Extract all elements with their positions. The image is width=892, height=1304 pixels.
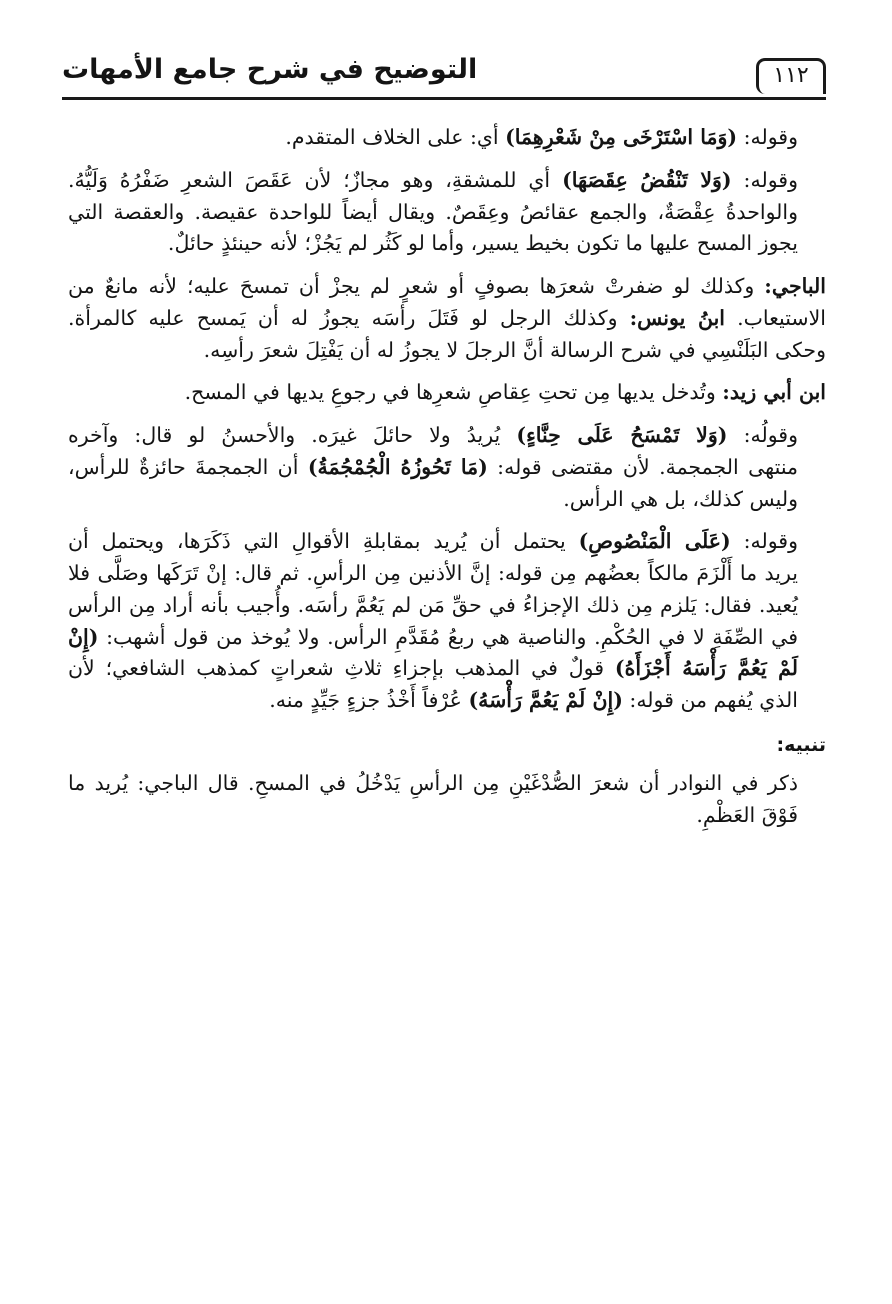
text-run: فَوْقَ العَظْمِ.: [696, 803, 798, 828]
text-run: يجوز المسح عليها ما تكون بخيط يسير، وأما لو كَثُر لم يَجُزْ؛ لأنه حينئذٍ حائلٌ.: [167, 231, 798, 256]
quoted-matn: (عَلَى الْمَنْصُوصِ): [578, 529, 731, 554]
quoted-matn: (إِنْ: [68, 624, 99, 649]
scholar-name: الباجي:: [764, 274, 826, 299]
quoted-matn: (وَمَا اسْتَرْخَى مِنْ شَعْرِهِمَا): [505, 125, 738, 149]
text-line: [68, 653, 826, 685]
text-run: وكذلك الرجل لو فَتَلَ رأسَه يجوزُ له أن يَمسح عليه كالمرأة.: [68, 305, 630, 330]
scholar-name: ابن أبي زيد:: [722, 380, 826, 405]
paragraph: [68, 271, 826, 366]
quoted-matn: لَمْ يَعُمَّ رَأْسَهُ أَجْزَأَهُ): [614, 656, 799, 681]
text-run: يُعيد. فقال: يَلزم مِن ذلك الإجزاءُ في حقِّ مَن لم يَعُمَّ رأسَه. وأُجيب بأنه أراد مِن الرأس: [68, 592, 798, 617]
paragraph: [68, 122, 826, 154]
paragraph: [68, 165, 826, 260]
text-run: وقوله:: [731, 167, 798, 192]
note-paragraph: [68, 768, 826, 832]
text-run: يُريدُ ولا حائلَ غيرَه. والأحسنُ لو قال: وآخره: [68, 423, 517, 448]
text-line: [68, 685, 826, 717]
scholar-name: ابنُ يونس:: [629, 305, 726, 330]
text-line: [68, 122, 826, 154]
text-run: الاستيعاب.: [725, 305, 826, 330]
text-line: [68, 452, 826, 484]
text-run: وقولُه:: [727, 423, 799, 448]
text-line: [68, 768, 826, 800]
text-line: [68, 590, 826, 622]
text-run: في الصِّفَةِ لا في الحُكْمِ. والناصية هي ربعُ مُقَدَّمِ الرأس. ولا يُوخذ من قول أشهب:: [98, 624, 798, 649]
text-line: [68, 271, 826, 303]
text-run: يحتمل أن يُريد بمقابلةِ الأقوالِ التي ذَكَرَها، ويحتمل أن: [68, 529, 579, 554]
paragraph: [68, 420, 826, 515]
text-run: أي: على الخلاف المتقدم.: [285, 125, 506, 149]
page-header: [62, 52, 826, 100]
page-number: ١١٢: [773, 63, 809, 88]
text-run: وليس كذلك، بل هي الرأس.: [563, 486, 798, 511]
paragraph: [68, 377, 826, 409]
text-line: [68, 420, 826, 452]
text-run: وحكى البَلَنْسِي في شرح الرسالة أنَّ الرجلَ لا يجوزُ له أن يَفْتِلَ شعرَ رأسِه.: [203, 337, 826, 362]
quoted-matn: (وَلا تَمْسَحُ عَلَى حِنَّاءٍ): [516, 423, 728, 448]
note-heading: تنبيه:: [776, 734, 826, 757]
text-line: [68, 484, 826, 516]
quoted-matn: (إِنْ لَمْ يَعُمَّ رَأْسَهُ): [468, 688, 623, 713]
quoted-matn: (وَلا تَنْقُضُ عِقَصَهَا): [562, 167, 732, 192]
text-run: عُرْفاً أَخْذُ جزءٍ جَيِّدٍ منه.: [269, 688, 469, 713]
text-run: منتهى الجمجمة. لأن مقتضى قوله:: [487, 454, 798, 479]
header-rule: [62, 97, 826, 100]
text-run: والواحدةُ عِقْصَةٌ، والجمع عقائصُ وعِقَصٌ. ويقال أيضاً للواحدة عقيصة. والعقصة التي: [68, 199, 798, 224]
text-line: [68, 622, 826, 654]
text-line: [68, 197, 826, 229]
page-number-frame: [756, 58, 826, 94]
text-run: وكذلك لو ضفرتْ شعرَها بصوفٍ أو شعرٍ لم يجزْ أن تمسحَ عليه؛ لأنه مانعٌ من: [68, 274, 765, 299]
text-run: يريد ما أَلْزَمَ مالكاً بعضُهم مِن قوله: إنَّ الأذنين مِن الرأسِ. ثم قال: إنْ تَرَكَها وصَلَّى فلا: [68, 561, 798, 586]
text-run: أن الجمجمةَ حائزةٌ للرأس،: [68, 454, 308, 479]
text-line: [68, 335, 826, 367]
text-run: أي للمشقةِ، وهو مجازٌ؛ لأن عَقَصَ الشعرِ ضَفْرُهُ وَلَيُّهُ.: [68, 167, 563, 192]
text-run: ذكر في النوادر أن شعرَ الصُّدْغَيْنِ مِن الرأسِ يَدْخُلُ في المسحِ. قال الباجي: يُريد ما: [68, 771, 798, 796]
text-line: [68, 165, 826, 197]
text-line: [68, 303, 826, 335]
page-body: [68, 122, 826, 843]
text-run: قولٌ في المذهب بإجزاءِ ثلاثِ شعراتٍ كمذهب الشافعي؛ لأن: [68, 656, 615, 681]
text-run: الذي يُفهم من قوله:: [622, 688, 798, 713]
text-run: وقوله:: [737, 125, 798, 149]
text-line: [68, 558, 826, 590]
text-run: وتُدخل يديها مِن تحتِ عِقاصِ شعرِها في رجوعِ يديها في المسح.: [184, 380, 723, 405]
text-run: وقوله:: [730, 529, 798, 554]
text-line: [68, 800, 826, 832]
quoted-matn: (مَا تَحُوزُهُ الْجُمْجُمَةُ): [307, 454, 488, 479]
text-line: [68, 228, 826, 260]
book-title: التوضيح في شرح جامع الأمهات: [62, 54, 478, 85]
text-line: [68, 526, 826, 558]
paragraph: [68, 526, 826, 717]
text-line: [68, 377, 826, 409]
